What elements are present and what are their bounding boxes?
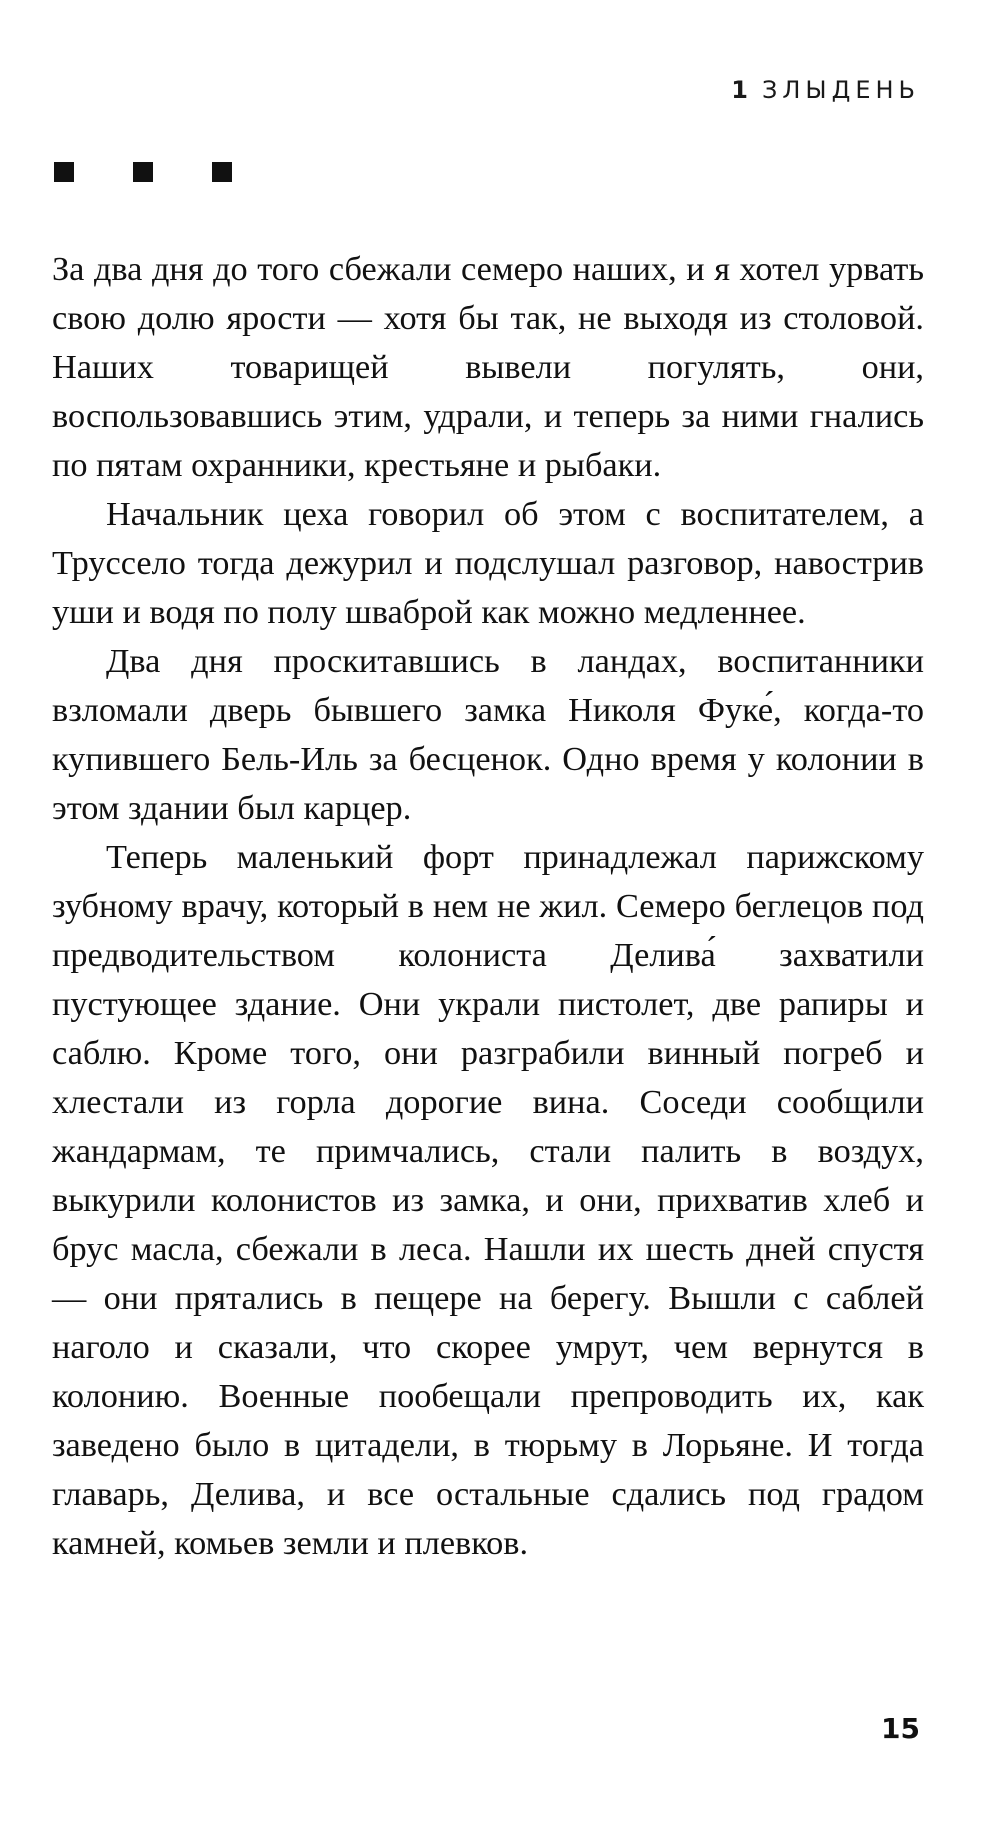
section-break-square	[54, 162, 74, 182]
chapter-title: ЗЛЫДЕНЬ	[761, 76, 920, 104]
paragraph: Теперь маленький форт принадлежал парижскому зубному врачу, который в нем не жил. Семеро беглецов под предводительством колониста Делива́ захватили пустующее здание. Они украли пистолет, две рапиры и саблю. Кроме того, они разграбили винный погреб и хлестали из горла дорогие вина. Соседи сообщили жандармам, те примчались, стали палить в воздух, выкурили колонистов из замка, и они, прихватив хлеб и брус масла, сбежали в леса. Нашли их шесть дней спустя — они прятались в пещере на берегу. Вышли с саблей наголо и сказали, что скорее умрут, чем вернутся в колонию. Военные пообещали препроводить их, как заведено было в цитадели, в тюрьму в Лорьяне. И тогда главарь, Делива, и все остальные сдались под градом камней, комьев земли и плевков.	[52, 838, 924, 1562]
paragraph: Начальник цеха говорил об этом с воспитателем, а Труссело тогда дежурил и подслушал разговор, навострив уши и водя по полу шваброй как можно медленнее.	[52, 495, 924, 631]
chapter-number: 1	[731, 76, 748, 104]
running-head	[731, 76, 920, 104]
section-break-square	[212, 162, 232, 182]
paragraph: За два дня до того сбежали семеро наших, и я хотел урвать свою долю ярости — хотя бы так, не выходя из столовой. Наших товарищей вывели погулять, они, воспользовавшись этим, удрали, и теперь за ними гнались по пятам охранники, крестьяне и рыбаки.	[52, 250, 924, 484]
page-number: 15	[881, 1712, 920, 1745]
body-text	[52, 245, 924, 1568]
section-break-square	[133, 162, 153, 182]
section-break-icon	[54, 162, 232, 182]
paragraph: Два дня проскитавшись в ландах, воспитанники взломали дверь бывшего замка Николя Фуке́, когда-то купившего Бель-Иль за бесценок. Одно время у колонии в этом здании был карцер.	[52, 642, 924, 827]
